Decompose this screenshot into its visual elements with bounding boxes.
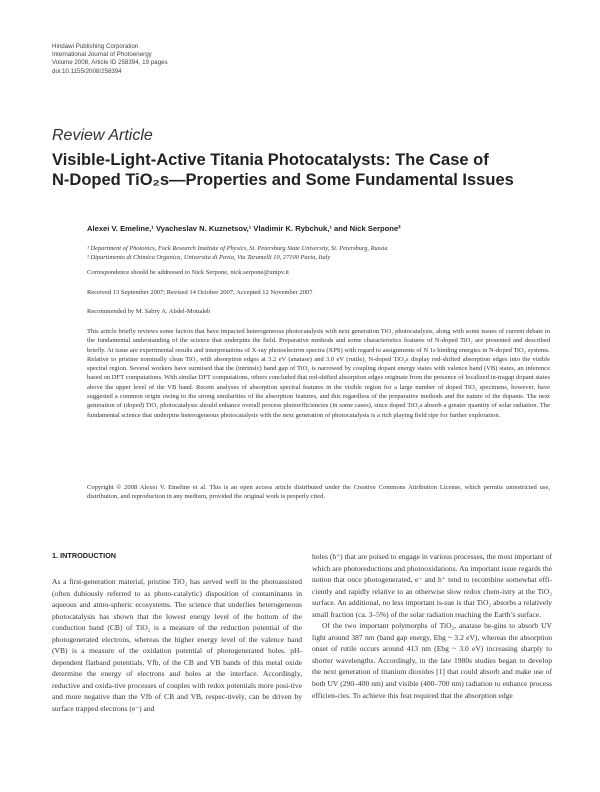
authors: Alexei V. Emeline,¹ Vyacheslav N. Kuznetsov,¹ Vladimir K. Rybchuk,¹ and Nick Serpone² <box>87 224 401 233</box>
article-type: Review Article <box>52 127 153 144</box>
abstract: This article briefly reviews some factors that have impacted heterogeneous photocatalysis with next generation TiO₂ photocatalysts, along with some issues of current debate in the fundamental understanding of the science that underpins the field. Preparative methods and some characteristics features of N-doped TiO₂ are presented and described briefly. At issue are experimental results and interpretations of X-ray photoelectron spectra (XPS) with regard to assignments of N 1s binding energies in N-doped TiO₂ systems. Relative to pristine nominally clean TiO₂ with absorption edges at 3.2 eV (anatase) and 3.0 eV (rutile), N-doped TiO₂s display red-shifted absorption edges into the visible spectral region. Several workers have surmised that the (intrinsic) band gap of TiO₂ is narrowed by coupling dopant energy states with valence band (VB) states, an inference based on DFT computations. With similar DFT computations, others concluded that red-shifted absorption edges originate from the presence of localized in-tragap dopant states above the upper level of the VB band. Recent analyses of absorption spectral features in the visible region for a large number of doped TiO₂ specimens, however, have suggested a common origin owing to the strong similarities of the absorption features, and this regardless of the preparative methods and the nature of the dopants. The next generation of (doped) TiO₂ photocatalysts should enhance overall process photoefficiencies (in some cases), since doped TiO₂s absorb a greater quantity of solar radiation. The fundamental science that underpins heterogeneous photocatalysis with the next generation of photocatalysts is a rich playing field ripe for further exploration. <box>87 328 551 419</box>
paper-title <box>52 150 572 190</box>
recommended-by: Recommended by M. Sabry A. Abdel-Mottaleb <box>87 308 211 315</box>
dates: Received 13 September 2007; Revised 14 October 2007; Accepted 12 November 2007 <box>87 289 313 296</box>
volume-info: Volume 2008, Article ID 258394, 19 pages <box>52 59 168 67</box>
copyright: Copyright © 2008 Alexei V. Emeline et al. This is an open access article distributed under the Creative Commons Attribution License, which permits unrestricted use, distribution, and reproduction in any medium, provided the original work is properly cited. <box>87 484 550 501</box>
affiliation-2: ² Dipartimento di Chimica Organica, Universita di Pavia, Via Taramelli 10, 27100 Pavia, Italy <box>87 254 331 262</box>
journal-name: International Journal of Photoenergy <box>52 51 152 59</box>
title-line-2: N-Doped TiO₂s—Properties and Some Fundamental Issues <box>52 171 514 189</box>
left-column <box>52 576 302 715</box>
affiliation-1: ¹ Department of Photonics, Fock Research Institute of Physics, St. Petersburg State University, St. Petersburg, Russia <box>87 245 388 252</box>
publisher: Hindawi Publishing Corporation <box>52 43 139 50</box>
journal-header <box>52 43 168 76</box>
doi: doi:10.1155/2008/258394 <box>52 67 122 75</box>
paragraph: Of the two important polymorphs of TiO₂, anatase be-gins to absorb UV light around 387 nm (band gap energy, Ebg ~ 3.2 eV), whereas the absorption onset of rutile occurs around 413 nm (Ebg ~ 3.0 eV) increasing sharply to shorter wavelengths. Accordingly, in the late 1980s studies began to develop the next generation of titanium dioxides [1] that could absorb and make use of both UV (290–400 nm) and visible (400–700 nm) radiation to enhance process efficien-cies. To achieve this feat required that the absorption edge <box>312 621 552 700</box>
correspondence: Correspondence should be addressed to Nick Serpone, nick.serpone@unipv.it <box>87 269 289 276</box>
paragraph: holes (h⁺) that are poised to engage in various processes, the most important of which are photoreductions and photooxidations. An important issue regards the notion that once photogenerated, e⁻ and h⁺ tend to recombine somewhat effi-ciently and rapidly relative to an otherwise slow redox chem-istry at the TiO₂ surface. An additional, no less important is-sue is that TiO₂ absorbs a relatively small fraction (ca. 3–5%) of the solar radiation reaching the Earth’s surface. <box>312 552 552 619</box>
right-column <box>312 551 552 701</box>
title-line-1: Visible-Light-Active Titania Photocatalysts: The Case of <box>52 151 489 169</box>
affiliations <box>87 244 388 263</box>
paragraph: As a first-generation material, pristine TiO₂ has served well in the photoassisted (often dubiously referred to as photo-catalytic) disposition of contaminants in aqueous and atmo-spheric ecosystems. The science that underlies heterogeneous photocatalysis has shown that the lowest energy level of the bottom of the conduction band (CB) of TiO₂ is a measure of the reduction potential of the photogenerated electrons, whereas the higher energy level of the valence band (VB) is a measure of the oxidation potential of photogenerated holes. pH-dependent flatband potentials, Vfb, of the CB and VB bands of this metal oxide determine the energy of electrons and holes at the interface. Accordingly, reductive and oxida-tive processes of couples with redox potentials more posi-tive and more negative than the Vfb of CB and VB, respec-tively, can be driven by surface trapped electrons (e⁻) and <box>52 577 302 714</box>
section-heading: 1. INTRODUCTION <box>52 551 117 560</box>
